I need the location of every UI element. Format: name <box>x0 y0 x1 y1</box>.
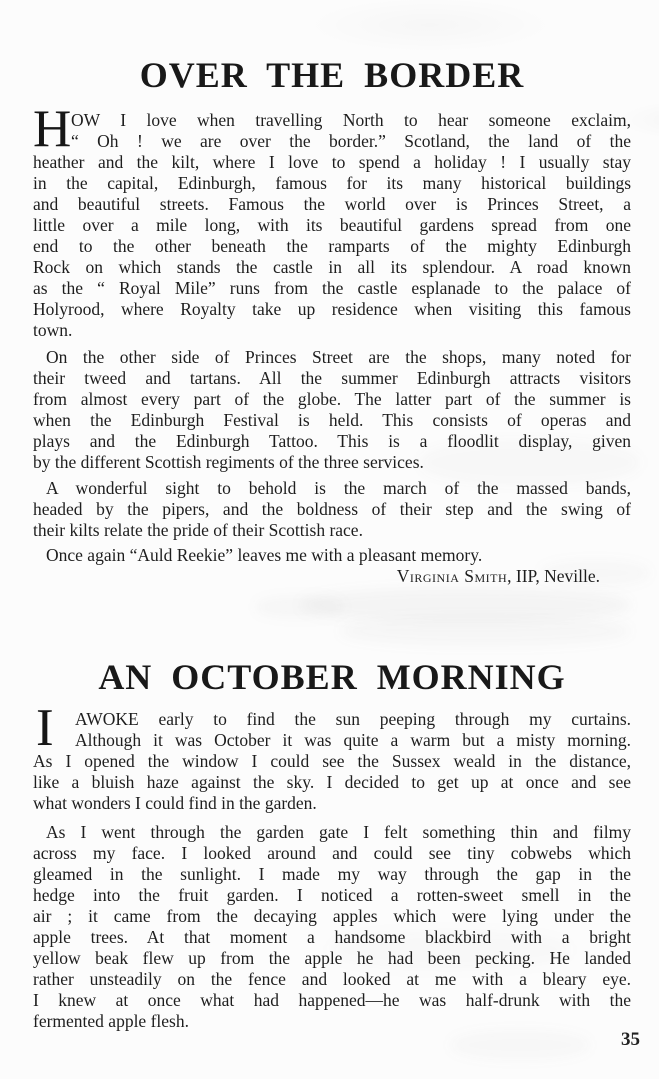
text-line: Holyrood, where Royalty take up residence when visiting this famous <box>33 299 631 319</box>
drop-cap: H <box>33 110 72 158</box>
text-line: plays and the Edinburgh Tattoo. This is a floodlit display, given <box>33 431 631 451</box>
showthrough-smudge <box>450 1030 590 1060</box>
text-line: OW I love when travelling North to hear someone exclaim, <box>71 110 631 130</box>
text-line: heather and the kilt, where I love to spend a holiday ! I usually stay <box>33 152 631 172</box>
drop-cap: I <box>36 709 54 757</box>
text-line: A wonderful sight to behold is the march of the massed bands, <box>46 478 631 498</box>
text-line: air ; it came from the decaying apples which were lying under the <box>33 906 631 926</box>
paragraph-lines <box>33 347 631 473</box>
text-line: As I went through the garden gate I felt something thin and filmy <box>46 822 631 842</box>
text-line: Once again “Auld Reekie” leaves me with a pleasant memory. <box>46 545 483 565</box>
text-line: when the Edinburgh Festival is held. This consists of operas and <box>33 410 631 430</box>
attribution <box>33 566 631 587</box>
text-line: town. <box>33 320 73 340</box>
paragraph <box>33 110 631 341</box>
paragraph-lines <box>33 822 631 1032</box>
paragraph <box>33 478 631 541</box>
text-line: I knew at once what had happened—he was half-drunk with the <box>33 990 631 1010</box>
text-line: hedge into the fruit garden. I noticed a rotten-sweet smell in the <box>33 885 631 905</box>
text-line: little over a mile long, with its beautiful gardens spread from one <box>33 215 631 235</box>
text-line: headed by the pipers, and the boldness of their step and the swing of <box>33 499 631 519</box>
text-line: their tweed and tartans. All the summer Edinburgh attracts visitors <box>33 368 631 388</box>
text-line: across my face. I looked around and could see tiny cobwebs which <box>33 843 631 863</box>
attribution-author: Virginia Smith <box>396 566 508 586</box>
page-number: 35 <box>621 1029 640 1050</box>
article-over-the-border <box>33 57 631 587</box>
article-title: OVER THE BORDER <box>139 55 525 95</box>
article-title: AN OCTOBER MORNING <box>98 657 566 697</box>
text-line: “ Oh ! we are over the border.” Scotland, the land of the <box>71 131 631 151</box>
text-line: fermented apple flesh. <box>33 1011 189 1031</box>
text-line: end to the other beneath the ramparts of the mighty Edinburgh <box>33 236 631 256</box>
text-line: apple trees. At that moment a handsome blackbird with a bright <box>33 927 631 947</box>
text-line: what wonders I could find in the garden. <box>33 793 317 813</box>
text-line: from almost every part of the globe. The latter part of the summer is <box>33 389 631 409</box>
text-line: yellow beak flew up from the apple he had been pecking. He landed <box>33 948 631 968</box>
text-line: as the “ Royal Mile” runs from the castle esplanade to the palace of <box>33 278 631 298</box>
text-line: and beautiful streets. Famous the world over is Princes Street, a <box>33 194 631 214</box>
paragraph-lines <box>33 110 631 341</box>
paragraph <box>33 709 631 814</box>
paragraph-lines <box>33 478 631 541</box>
article-an-october-morning <box>33 659 631 1032</box>
paragraph <box>33 822 631 1032</box>
content-column <box>33 0 631 1032</box>
text-line: AWOKE early to find the sun peeping through my curtains. <box>75 709 631 729</box>
paragraph <box>33 347 631 473</box>
text-line: like a bluish haze against the sky. I decided to get up at once and see <box>33 772 631 792</box>
text-line: As I opened the window I could see the Sussex weald in the distance, <box>33 751 631 771</box>
paragraph-lines <box>33 709 631 814</box>
paragraph-lines <box>33 545 631 566</box>
paragraph <box>33 545 631 566</box>
text-line: their kilts relate the pride of their Scottish race. <box>33 520 363 540</box>
text-line: in the capital, Edinburgh, famous for its many historical buildings <box>33 173 631 193</box>
text-line: gleamed in the sunlight. I made my way through the gap in the <box>33 864 631 884</box>
text-line: by the different Scottish regiments of the three services. <box>33 452 424 472</box>
text-line: Rock on which stands the castle in all its splendour. A road known <box>33 257 631 277</box>
text-line: On the other side of Princes Street are the shops, many noted for <box>46 347 631 367</box>
attribution-class: , IIP, Neville. <box>507 566 600 586</box>
text-line: Although it was October it was quite a warm but a misty morning. <box>75 730 631 750</box>
text-line: rather unsteadily on the fence and looked at me with a bleary eye. <box>33 969 631 989</box>
